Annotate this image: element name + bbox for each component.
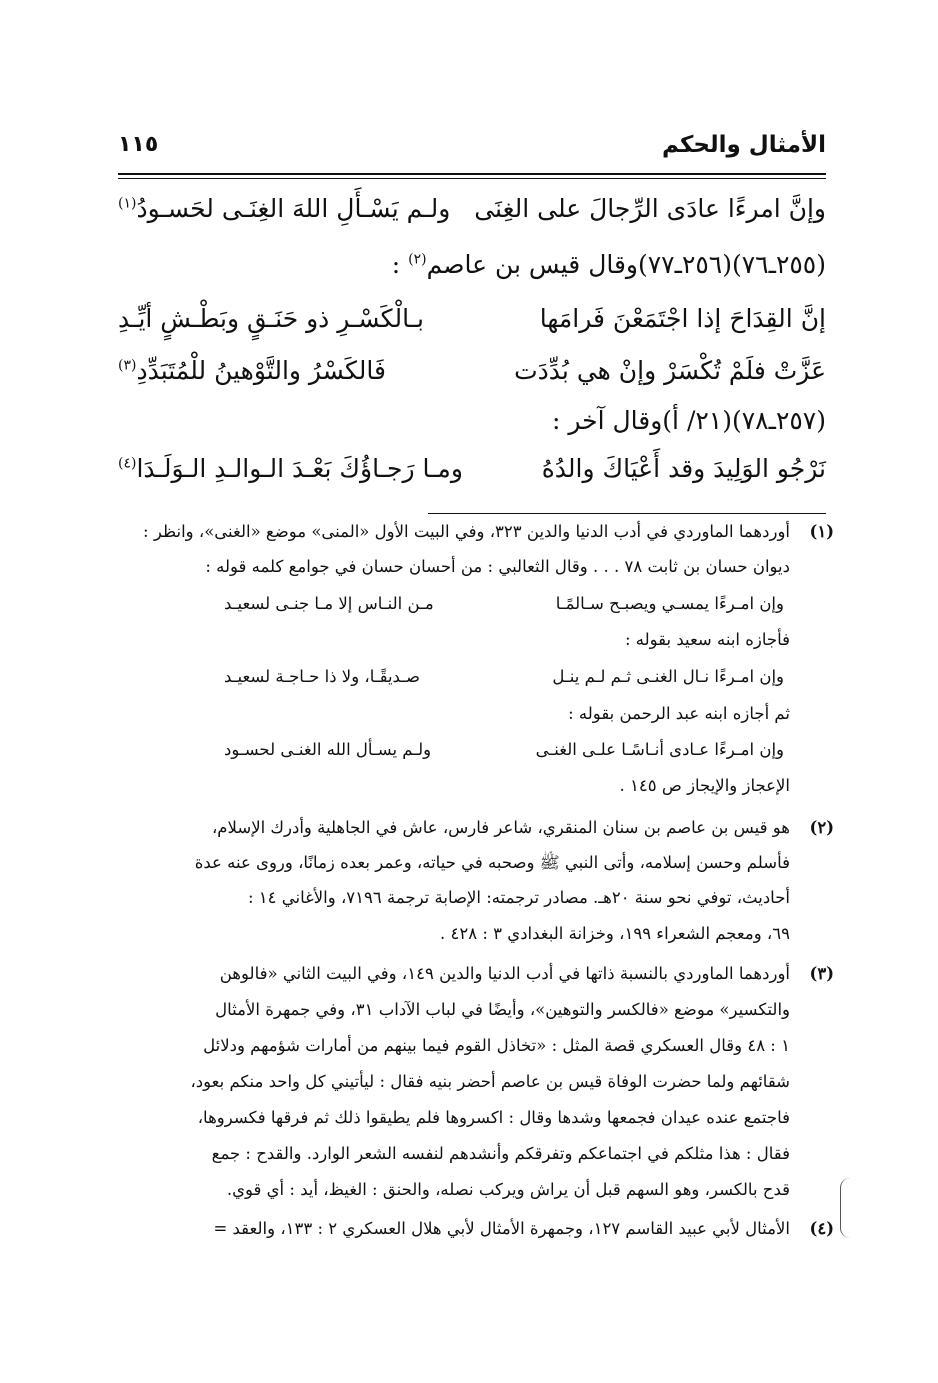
verse-3-first-hemistich: عَزَّتْ فلَمْ تُكْسَرْ وإنْ هي بُدِّدَت: [514, 356, 826, 385]
footnote-line: قدح بالكسر، وهو السهم قبل أن يراش ويركب نصله، والحنق : الغيظ، أيد : أي قوي.: [226, 1180, 790, 1199]
footnote-line: فاجتمع عنده عيدان فجمعها وشدها وقال : اكسروها فلم يطيقوا ذلك ثم فرقها فكسروها،: [197, 1108, 790, 1127]
footnote-separator: [428, 513, 826, 514]
verse-4-second-hemistich: ومـا رَجـاؤُكَ بَعْـدَ الـوالـدِ الـوَلَـدَا$^{(٤)}$: [118, 454, 463, 483]
verse-2: [118, 304, 826, 352]
header-rule-thin: [118, 178, 826, 179]
header-rule-thick: [118, 173, 826, 175]
verse-3: [118, 356, 826, 404]
footnote-line: أوردهما الماوردي في أدب الدنيا والدين ٣٢٣، وفي البيت الأول «المنى» موضع «الغنى»، وانظر :: [143, 522, 790, 541]
footnote-verse: وإن امـرءًا يمسـي ويصبـح سـالمًـا مـن النـاس إلا مـا جنـى لسعيـد: [224, 594, 784, 613]
verse-3-second-hemistich: فَالكَسْرُ والتَّوْهينُ للْمُتَبَدِّدِ$^{(٣)}$: [118, 356, 386, 385]
footnote-line: فأسلم وحسن إسلامه، وأتى النبي ﷺ وصحبه في حياته، وعمر بعده زمانًا، وروى عنه عدة: [194, 853, 790, 872]
verse-1-second-hemistich: ولـم يَسْـأَلِ اللهَ الغِنَـى لحَسـودُ$^{(١)}$: [118, 194, 451, 223]
footnote-number: (٢): [809, 818, 834, 837]
verse-2-second-hemistich: بـالْكَسْـرِ ذو حَنَـقٍ وبَطْـشٍ أيِّـدِ: [118, 304, 424, 333]
page-number: ١١٥: [118, 132, 159, 157]
footnote-line: أحاديث، توفي نحو سنة ٢٠هـ. مصادر ترجمته: الإصابة ترجمة ٧١٩٦، والأغاني ١٤ :: [247, 888, 790, 907]
footnote-line: أوردهما الماوردي بالنسبة ذاتها في أدب الدنيا والدين ١٤٩، وفي البيت الثاني «فالوهن: [219, 964, 790, 983]
verse-1: [118, 194, 826, 242]
footnote-number: (٤): [809, 1219, 834, 1238]
footnote-line: فقال : هذا مثلكم في اجتماعكم وتفرقكم وأنشدهم لنفسه الشعر الوارد. والقدح : جمع: [211, 1144, 790, 1163]
page-header: [118, 128, 826, 168]
footnote-line: هو قيس بن عاصم بن سنان المنقري، شاعر فارس، عاش في الجاهلية وأدرك الإسلام،: [211, 818, 790, 837]
footnote-line: فأجازه ابنه سعيد بقوله :: [624, 630, 790, 649]
source-reference-1: (٢٥٥ـ٧٦)(٢٥٦ـ٧٧)وقال قيس بن عاصم$^{(٢)}$ :: [391, 250, 826, 279]
running-title: الأمثال والحكم: [661, 132, 826, 158]
footnote-verse: وإن امـرءًا نـال الغنـى ثـم لـم ينـل صـديقًـا، ولا ذا حـاجـة لسعيـد: [224, 667, 784, 686]
footnote-ref-3: (٣): [118, 357, 137, 374]
footnote-line: الإعجاز والإيجاز ص ١٤٥ .: [619, 776, 790, 795]
verse-4: [118, 454, 826, 502]
verse-2-first-hemistich: إنَّ القِدَاحَ إذا اجْتَمَعْنَ فَرامَها: [539, 304, 826, 333]
footnote-line: شقائهم ولما حضرت الوفاة قيس بن عاصم أحضر بنيه فقال : ليأتيني كل واحد منكم بعود،: [190, 1072, 790, 1091]
footnote-ref-2: (٢): [408, 251, 427, 268]
verse-4-first-hemistich: نَرْجُو الوَلِيدَ وقد أَعْيَاكَ والدُهُ: [541, 454, 826, 483]
verse-1-first-hemistich: وإنَّ امرءًا عادَى الرِّجالَ على الغِنَى: [474, 194, 826, 223]
footnote-verse: وإن امـرءًا عـادى أنـاسًـا علـى الغنـى ولـم يسـأل الله الغنـى لحسـود: [224, 740, 784, 759]
footnote-line: ٦٩، ومعجم الشعراء ١٩٩، وخزانة البغدادي ٣ : ٤٢٨ .: [440, 924, 790, 943]
footnote-number: (٣): [809, 964, 834, 983]
footnote-line: ديوان حسان بن ثابت ٧٨ . . . وقال الثعالبي : من أحسان حسان في جوامع كلمه قوله :: [205, 557, 790, 576]
source-reference-2: (٢٥٧ـ٧٨)(٢١/ أ)وقال آخر :: [551, 406, 826, 435]
footnote-line: ١ : ٤٨ وقال العسكري قصة المثل : «تخاذل القوم فيما بينهم من أمارات شؤمهم ودلائل: [203, 1036, 790, 1055]
footnote-line: الأمثال لأبي عبيد القاسم ١٢٧، وجمهرة الأمثال لأبي هلال العسكري ٢ : ١٣٣، والعقد =: [213, 1219, 790, 1238]
footnote-number: (١): [809, 522, 834, 541]
page-edge-mark: [840, 1178, 851, 1238]
footnote-line: ثم أجازه ابنه عبد الرحمن بقوله :: [568, 704, 790, 723]
footnote-line: والتكسير» موضع «فالكسر والتوهين»، وأيضًا في لباب الآداب ٣١، وفي جمهرة الأمثال: [215, 1000, 790, 1019]
footnote-ref-1: (١): [118, 195, 137, 212]
footnote-ref-4: (٤): [118, 455, 137, 472]
